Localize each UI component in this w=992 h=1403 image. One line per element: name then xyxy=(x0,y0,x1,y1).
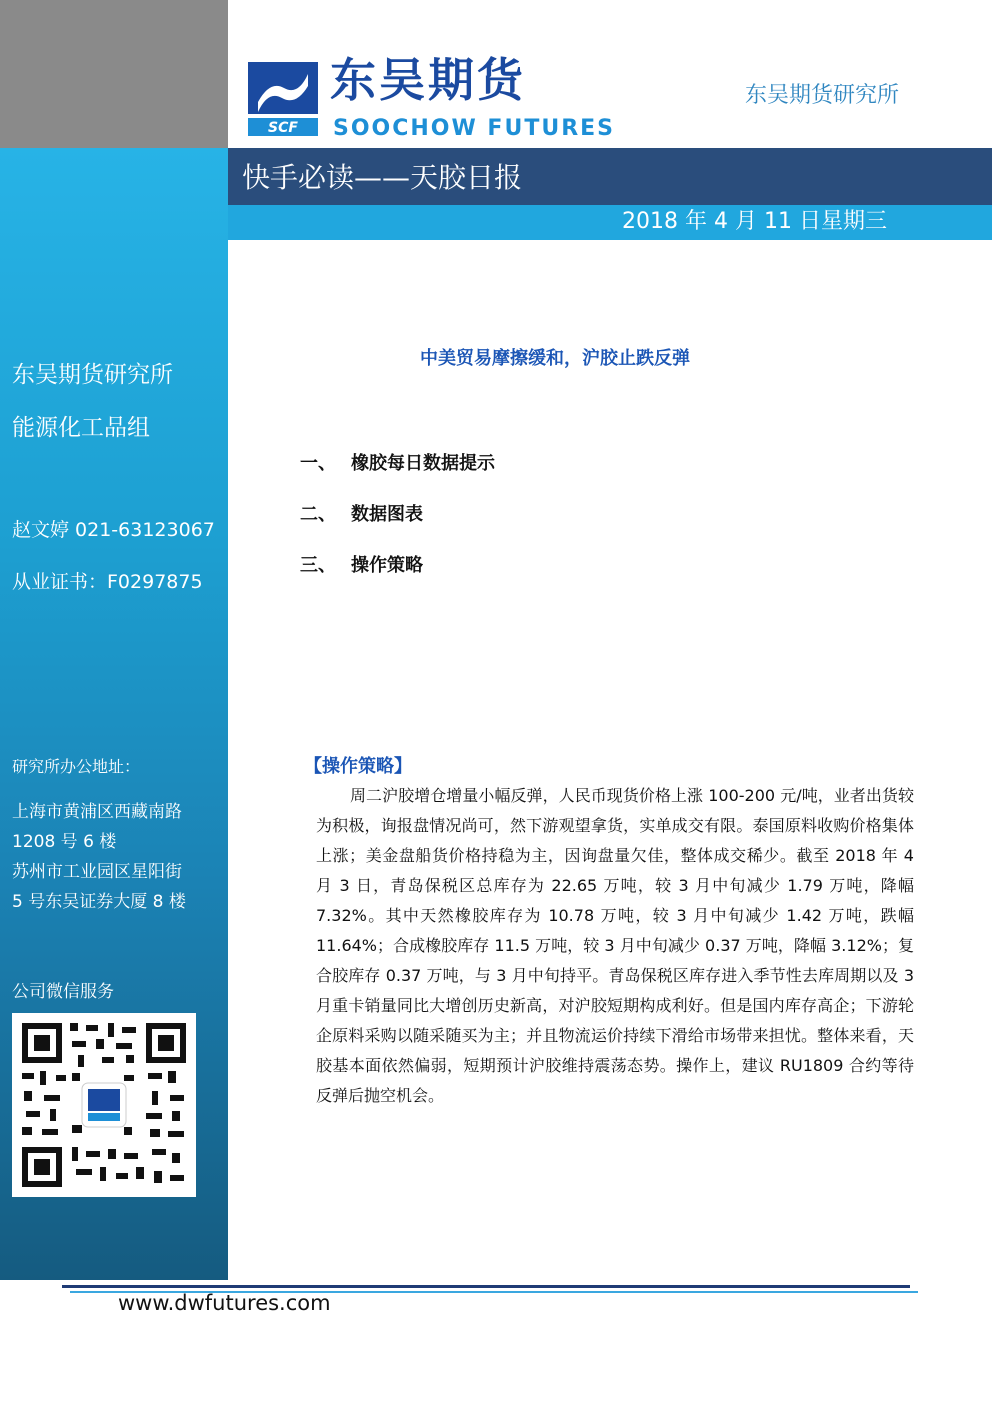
sidebar-license: 从业证书：F0297875 xyxy=(12,571,203,593)
logo-text-cn: 东吴期货 xyxy=(330,53,526,107)
footer-divider xyxy=(62,1285,910,1288)
toc-item-label[interactable]: 数据图表 xyxy=(351,504,423,525)
sidebar-analyst: 赵文婷 021-63123067 xyxy=(12,519,215,541)
toc-number: 一、 xyxy=(300,453,336,474)
header-org-name: 东吴期货研究所 xyxy=(745,83,900,108)
section-title: 【操作策略】 xyxy=(304,756,412,777)
header-grey-block xyxy=(0,0,228,148)
wechat-label: 公司微信服务 xyxy=(12,982,114,1002)
address-line: 上海市黄浦区西藏南路 xyxy=(12,802,182,822)
svg-text:SCF: SCF xyxy=(268,120,298,136)
address-label: 研究所办公地址： xyxy=(12,757,141,776)
toc-number: 二、 xyxy=(300,504,336,525)
toc-item-label[interactable]: 橡胶每日数据提示 xyxy=(351,453,495,474)
company-logo-icon xyxy=(248,62,318,136)
headline: 中美贸易摩擦缓和，沪胶止跌反弹 xyxy=(420,348,690,369)
address-line: 1208 号 6 楼 xyxy=(12,832,117,852)
wechat-qr-code[interactable] xyxy=(12,1013,196,1197)
toc-item-label[interactable]: 操作策略 xyxy=(351,555,423,576)
footer-website-link[interactable]: www.dwfutures.com xyxy=(118,1291,331,1315)
logo-text-en: SOOCHOW FUTURES xyxy=(333,116,616,141)
toc-number: 三、 xyxy=(300,555,336,576)
report-title: 快手必读——天胶日报 xyxy=(242,161,523,194)
sidebar-org: 东吴期货研究所 xyxy=(12,362,173,388)
address-line: 苏州市工业园区星阳街 xyxy=(12,862,182,882)
qr-code-icon xyxy=(12,1013,196,1197)
sidebar-group: 能源化工品组 xyxy=(12,415,150,441)
strategy-body-text: 周二沪胶增仓增量小幅反弹，人民币现货价格上涨 100-200 元/吨，业者出货较为积极，询报盘情况尚可，然下游观望拿货，实单成交有限。泰国原料收购价格集体上涨；美金盘船货价格持稳为主，因询盘量欠佳，整体成交稀少。截至 2018 年 4 月 3 日，青岛保税区总库存为 22.65 万吨，较 3 月中旬减少 1.79 万吨，降幅 7.32%。其中天然橡胶库存为 10.78 万吨，较 3 月中旬减少 1.42 万吨，跌幅 11.64%；合成橡胶库存 11.5 万吨，较 3 月中旬减少 0.37 万吨，降幅 3.12%；复合胶库存 0.37 万吨，与 3 月中旬持平。青岛保税区库存进入季节性去库周期以及 3 月重卡销量同比大增创历史新高，对沪胶短期构成利好。但是国内库存高企；下游轮企原料采购以随采随买为主；并且物流运价持续下滑给市场带来担忧。整体来看，天胶基本面依然偏弱，短期预计沪胶维持震荡态势。操作上，建议 RU1809 合约等待反弹后抛空机会。 xyxy=(316,786,914,1105)
report-date: 2018 年 4 月 11 日星期三 xyxy=(622,209,887,234)
address-line: 5 号东吴证券大厦 8 楼 xyxy=(12,892,186,912)
